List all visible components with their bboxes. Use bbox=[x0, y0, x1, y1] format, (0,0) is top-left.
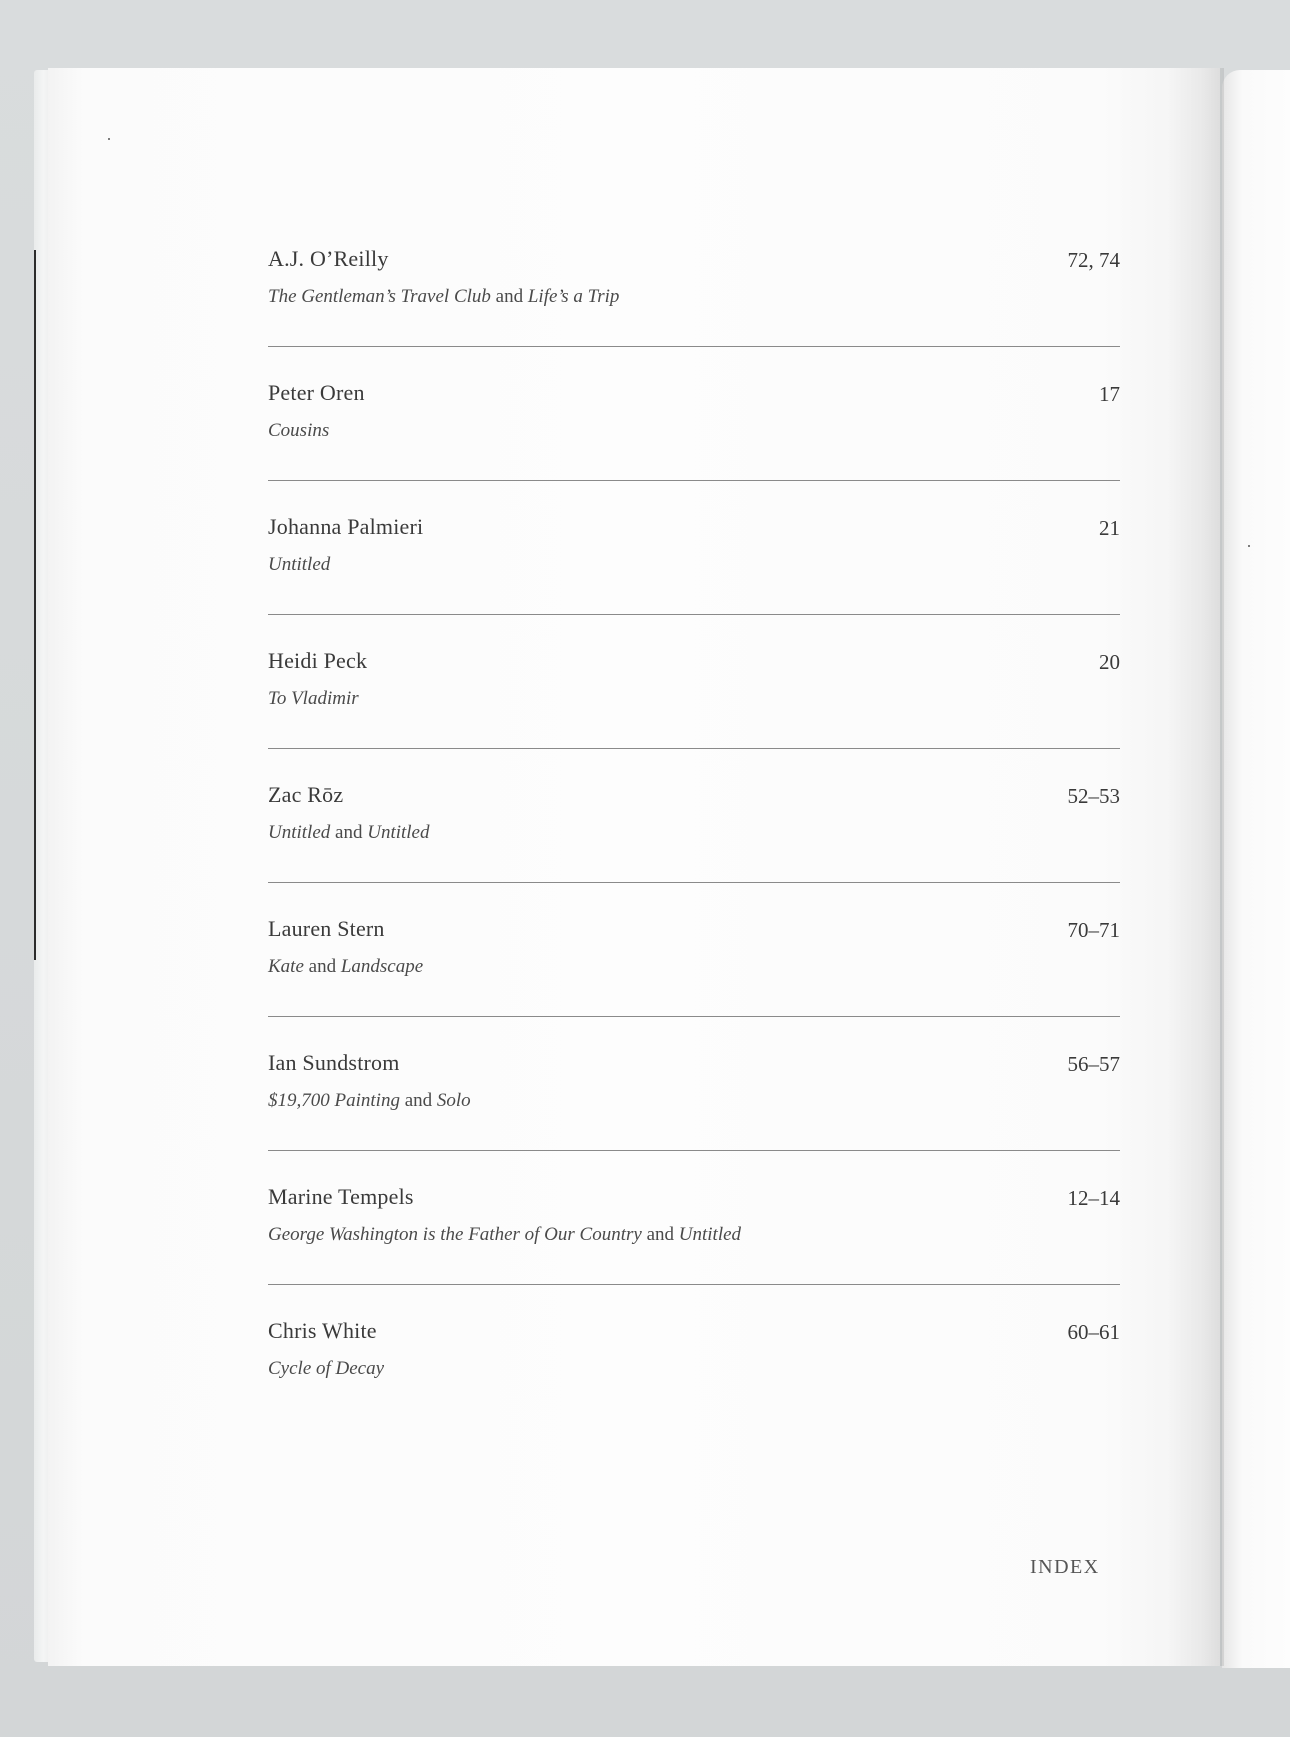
divider-rule bbox=[268, 346, 1120, 347]
conjunction: and bbox=[303, 956, 341, 977]
page-numbers: 60–61 bbox=[1067, 1320, 1120, 1344]
conjunction: and bbox=[490, 286, 528, 307]
artist-name: Ian Sundstrom bbox=[268, 1050, 400, 1075]
artist-name: Johanna Palmieri bbox=[268, 514, 424, 539]
work-titles bbox=[268, 554, 330, 576]
page-numbers: 12–14 bbox=[1067, 1186, 1120, 1210]
artist-name: Marine Tempels bbox=[268, 1184, 414, 1209]
index-entry bbox=[262, 508, 1120, 642]
divider-rule bbox=[268, 882, 1120, 883]
page-numbers: 21 bbox=[1099, 516, 1120, 540]
index-entry bbox=[262, 240, 1120, 374]
index-entry bbox=[262, 910, 1120, 1044]
page-numbers: 70–71 bbox=[1067, 918, 1120, 942]
work-title: Untitled bbox=[268, 822, 331, 843]
artist-name: Zac Rōz bbox=[268, 782, 344, 807]
divider-rule bbox=[268, 1016, 1120, 1017]
work-title: Untitled bbox=[268, 554, 331, 575]
page-numbers: 17 bbox=[1099, 382, 1120, 406]
artist-name: Lauren Stern bbox=[268, 916, 385, 941]
page-edge-line bbox=[34, 250, 36, 960]
work-title: Kate bbox=[268, 956, 304, 977]
page-numbers: 20 bbox=[1099, 650, 1120, 674]
conjunction: and bbox=[641, 1224, 679, 1245]
work-titles bbox=[268, 956, 423, 978]
index-entry bbox=[262, 776, 1120, 910]
work-titles bbox=[268, 286, 619, 308]
work-titles bbox=[268, 1358, 384, 1380]
page-numbers: 72, 74 bbox=[1067, 248, 1120, 272]
section-label: INDEX bbox=[1030, 1556, 1100, 1578]
work-title: Untitled bbox=[367, 822, 430, 843]
work-title: To Vladimir bbox=[268, 688, 359, 709]
divider-rule bbox=[268, 614, 1120, 615]
artist-name: A.J. O’Reilly bbox=[268, 246, 389, 271]
index-entry bbox=[262, 642, 1120, 776]
work-titles bbox=[268, 688, 359, 710]
page-numbers: 52–53 bbox=[1067, 784, 1120, 808]
gutter-shadow bbox=[1168, 68, 1224, 1666]
conjunction: and bbox=[330, 822, 368, 843]
divider-rule bbox=[268, 1284, 1120, 1285]
index-entry bbox=[262, 374, 1120, 508]
work-title: $19,700 Painting bbox=[268, 1090, 400, 1111]
dust-speck bbox=[108, 138, 110, 140]
index-entry bbox=[262, 1044, 1120, 1178]
work-title: Untitled bbox=[678, 1224, 742, 1245]
index-entry bbox=[262, 1178, 1120, 1312]
divider-rule bbox=[268, 748, 1120, 749]
work-title: Cycle of Decay bbox=[268, 1358, 385, 1379]
artist-name: Peter Oren bbox=[268, 380, 365, 405]
index-entry bbox=[262, 1312, 1120, 1446]
work-title: George Washington is the Father of Our Country bbox=[268, 1224, 642, 1245]
divider-rule bbox=[268, 1150, 1120, 1151]
artist-name: Chris White bbox=[268, 1318, 377, 1343]
work-titles bbox=[268, 1090, 471, 1112]
dust-speck bbox=[1248, 545, 1250, 547]
artist-name: Heidi Peck bbox=[268, 648, 368, 673]
page-numbers: 56–57 bbox=[1067, 1052, 1120, 1076]
work-titles bbox=[268, 420, 329, 442]
work-title: Life’s a Trip bbox=[527, 286, 620, 307]
work-titles bbox=[268, 1224, 741, 1246]
next-page-edge bbox=[1222, 70, 1290, 1668]
work-title: The Gentleman’s Travel Club bbox=[268, 286, 491, 307]
index-list bbox=[262, 240, 1120, 1446]
conjunction: and bbox=[399, 1090, 437, 1111]
work-title: Landscape bbox=[340, 956, 424, 977]
work-title: Solo bbox=[436, 1090, 471, 1111]
work-title: Cousins bbox=[268, 420, 330, 441]
divider-rule bbox=[268, 480, 1120, 481]
work-titles bbox=[268, 822, 430, 844]
